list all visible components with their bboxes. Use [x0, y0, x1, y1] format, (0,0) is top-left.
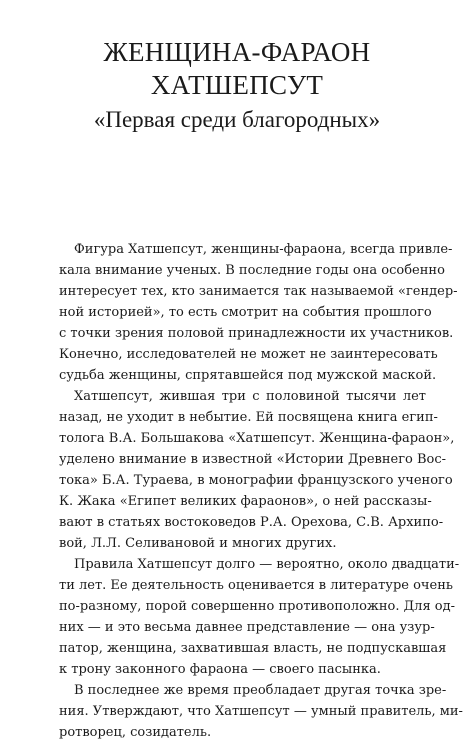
text-line: ти лет. Ее деятельность оценивается в литературе очень: [59, 578, 453, 593]
text-line: них — и это весьма давнее представление — она узур-: [59, 620, 435, 635]
paragraph: [59, 386, 455, 554]
text-line: В последнее же время преобладает другая точка зре-: [74, 683, 447, 698]
body-text: [59, 239, 463, 743]
paragraph: [59, 554, 460, 680]
chapter-title-line-2: ХАТШЕПСУТ: [150, 70, 324, 100]
text-line: интересует тех, кто занимается так называемой «гендер-: [59, 284, 458, 299]
text-line: К. Жака «Египет великих фараонов», о ней рассказы-: [59, 494, 432, 509]
text-line: Хатшепсут, жившая три с половиной тысячи лет: [74, 389, 426, 404]
chapter-title-line-1: ЖЕНЩИНА-ФАРАОН: [103, 37, 371, 67]
text-line: с точки зрения половой принадлежности их участников.: [59, 326, 454, 341]
text-line: Правила Хатшепсут долго — вероятно, около двадцати-: [74, 557, 460, 572]
text-line: судьба женщины, спрятавшейся под мужской маской.: [59, 368, 437, 383]
text-line: кала внимание ученых. В последние годы она особенно: [59, 263, 445, 278]
text-line: Фигура Хатшепсут, женщины-фараона, всегда привле-: [74, 242, 453, 257]
chapter-header: [0, 36, 474, 134]
text-line: ной историей», то есть смотрит на события прошлого: [59, 305, 432, 320]
text-line: Конечно, исследователей не может не заинтересовать: [59, 347, 438, 362]
chapter-title: [0, 36, 474, 102]
text-line: толога В.А. Большакова «Хатшепсут. Женщина-фараон»,: [59, 431, 455, 446]
text-line: вой, Л.Л. Селивановой и многих других.: [59, 536, 337, 551]
text-line: назад, не уходит в небытие. Ей посвящена книга егип-: [59, 410, 438, 425]
text-line: к трону законного фараона — своего пасынка.: [59, 662, 381, 677]
text-line: тока» Б.А. Тураева, в монографии французского ученого: [59, 473, 453, 488]
text-line: уделено внимание в известной «Истории Древнего Вос-: [59, 452, 447, 467]
chapter-subtitle: «Первая среди благородных»: [93, 107, 381, 132]
text-line: ротворец, созидатель.: [59, 725, 212, 740]
paragraph: [59, 680, 463, 743]
text-line: ния. Утверждают, что Хатшепсут — умный правитель, ми-: [59, 704, 463, 719]
text-line: патор, женщина, захватившая власть, не подпускавшая: [59, 641, 447, 656]
text-line: вают в статьях востоковедов Р.А. Орехова, С.В. Архипо-: [59, 515, 444, 530]
text-line: по-разному, порой совершенно противоположно. Для од-: [59, 599, 455, 614]
paragraph: [59, 239, 458, 386]
